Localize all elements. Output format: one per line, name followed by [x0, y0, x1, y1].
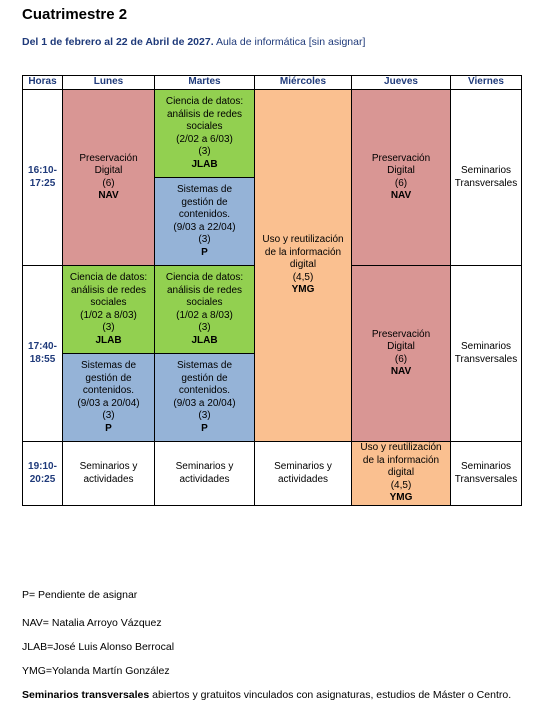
course-text-line: Seminarios y [79, 461, 138, 472]
course-content [354, 153, 448, 203]
course-text-line: (3) [198, 322, 211, 333]
course-text-line: sociales [90, 297, 127, 308]
course-text-line: (4,5) [292, 271, 314, 283]
course-content [257, 234, 349, 297]
course-text-line: Transversales [454, 177, 518, 189]
col-header-horas: Horas [23, 76, 63, 90]
course-cell [155, 266, 255, 354]
course-cell [63, 90, 155, 266]
course-content [157, 272, 252, 347]
course-text-line: (3) [198, 410, 211, 421]
note-jlab: JLAB=José Luis Alonso Berrocal [22, 641, 175, 653]
course-cell [155, 354, 255, 442]
course-text-line: (3) [102, 322, 115, 333]
course-text-line: Digital [387, 165, 415, 176]
note-nav: NAV= Natalia Arroyo Vázquez [22, 617, 162, 629]
instructor-code: JLAB [95, 334, 122, 346]
col-header-jueves: Jueves [352, 76, 451, 90]
course-text-line: de la información [264, 246, 342, 258]
course-text-line: (2/02 a 6/03) [176, 133, 233, 145]
course-text-line: Sistemas de [176, 360, 233, 371]
course-cell [155, 178, 255, 266]
note-seminarios-rest: abiertos y gratuitos vinculados con asignaturas, estudios de Máster o Centro. [149, 689, 512, 701]
table-row [23, 442, 522, 506]
course-text-line: gestión de [181, 372, 228, 384]
course-cell [155, 90, 255, 178]
note-pendiente: P= Pendiente de asignar [22, 589, 138, 601]
course-text-line: (3) [198, 234, 211, 245]
course-text-line: (4,5) [390, 479, 412, 491]
instructor-code: YMG [291, 284, 315, 296]
course-text-line: Transversales [454, 353, 518, 365]
instructor-code: P [105, 422, 112, 434]
course-text-line: gestión de [181, 196, 228, 208]
course-content [257, 461, 349, 486]
course-text-line: (6) [394, 177, 408, 189]
course-text-line: actividades [83, 473, 134, 485]
course-text-line: (1/02 a 8/03) [176, 309, 233, 321]
course-text-line: (9/03 a 20/04) [77, 397, 140, 409]
course-text-line: Seminarios y [274, 461, 332, 472]
course-text-line: sociales [186, 297, 223, 308]
page-subtitle [22, 36, 365, 48]
course-text-line: Ciencia de datos: [165, 272, 244, 283]
course-content [157, 360, 252, 435]
hour-label-line: 19:10- [28, 461, 57, 472]
course-text-line: Uso y reutilización [360, 442, 442, 454]
course-text-line: actividades [179, 473, 230, 485]
course-text-line: Uso y reutilización [262, 234, 344, 246]
course-cell [451, 442, 522, 506]
subtitle-classroom: Aula de informática [sin asignar] [213, 36, 366, 48]
course-cell [451, 266, 522, 442]
table-row [23, 90, 522, 178]
course-text-line: (1/02 a 8/03) [80, 309, 137, 321]
course-cell [63, 266, 155, 354]
course-content [354, 442, 448, 505]
course-text-line: análisis de redes [166, 108, 243, 120]
instructor-code: NAV [98, 190, 119, 201]
instructor-code: JLAB [191, 334, 218, 346]
course-content [65, 272, 152, 347]
hour-label-line: 17:25 [29, 177, 56, 189]
course-text-line: Preservación [371, 152, 431, 164]
course-text-line: (6) [394, 353, 408, 365]
course-content [65, 461, 152, 486]
instructor-code: JLAB [191, 158, 218, 170]
course-text-line: análisis de redes [70, 284, 147, 296]
course-text-line: contenidos. [178, 209, 231, 220]
course-text-line: contenidos. [82, 385, 135, 396]
course-content [354, 329, 448, 379]
col-header-viernes: Viernes [451, 76, 522, 90]
course-cell [451, 90, 522, 266]
course-text-line: contenidos. [178, 385, 231, 396]
note-seminarios [22, 688, 512, 702]
hour-label-line: 18:55 [29, 353, 56, 365]
course-cell [352, 442, 451, 506]
course-text-line: actividades [277, 473, 329, 485]
instructor-code: NAV [390, 366, 412, 377]
course-text-line: (9/03 a 20/04) [173, 397, 236, 409]
course-content [65, 360, 152, 435]
course-text-line: sociales [186, 121, 223, 132]
course-text-line: Ciencia de datos: [165, 96, 244, 107]
subtitle-dates: Del 1 de febrero al 22 de Abril de 2027. [22, 36, 214, 48]
course-content [157, 461, 252, 486]
instructor-code: YMG [389, 492, 413, 504]
note-seminarios-bold: Seminarios transversales [22, 689, 150, 701]
course-text-line: (6) [102, 177, 115, 189]
hour-cell [23, 442, 63, 506]
header-row [23, 76, 522, 90]
course-text-line: Seminarios y [175, 461, 234, 472]
course-text-line: (3) [198, 146, 211, 157]
col-header-lunes: Lunes [63, 76, 155, 90]
col-header-miercoles: Miércoles [255, 76, 352, 90]
course-content [157, 184, 252, 259]
instructor-code: NAV [390, 190, 412, 201]
course-text-line: gestión de [85, 372, 132, 384]
hour-cell [23, 266, 63, 442]
course-text-line: Digital [387, 341, 415, 352]
course-text-line: Seminarios [460, 341, 512, 352]
course-text-line: Ciencia de datos: [69, 272, 148, 283]
course-cell [352, 90, 451, 266]
hour-cell [23, 90, 63, 266]
hour-label-line: 17:40- [28, 341, 57, 352]
col-header-martes: Martes [155, 76, 255, 90]
instructor-code: P [201, 246, 208, 258]
course-content [453, 461, 519, 486]
note-ymg: YMG=Yolanda Martín González [22, 665, 170, 677]
schedule-table [22, 75, 522, 506]
course-text-line: (9/03 a 22/04) [173, 221, 236, 233]
course-cell [63, 354, 155, 442]
course-text-line: (3) [102, 410, 115, 421]
course-content [157, 96, 252, 171]
course-cell [255, 90, 352, 442]
page-title: Cuatrimestre 2 [22, 6, 128, 23]
course-cell [155, 442, 255, 506]
course-text-line: digital [289, 259, 317, 271]
hour-label-line: 20:25 [29, 473, 56, 485]
course-text-line: de la información [362, 454, 440, 466]
course-text-line: Preservación [371, 328, 431, 340]
hour-label-line: 16:10- [28, 165, 57, 176]
course-text-line: análisis de redes [166, 284, 243, 296]
course-text-line: digital [387, 467, 415, 479]
course-content [453, 165, 519, 190]
instructor-code: P [201, 422, 208, 434]
course-cell [352, 266, 451, 442]
course-content [453, 341, 519, 366]
course-text-line: Transversales [454, 473, 518, 485]
course-text-line: Sistemas de [176, 184, 233, 195]
course-text-line: Seminarios [460, 461, 512, 472]
course-content [65, 153, 152, 203]
course-text-line: Preservación [79, 152, 138, 164]
course-text-line: Seminarios [460, 165, 512, 176]
course-text-line: Digital [94, 165, 123, 176]
course-cell [255, 442, 352, 506]
course-cell [63, 442, 155, 506]
course-text-line: Sistemas de [80, 360, 137, 371]
